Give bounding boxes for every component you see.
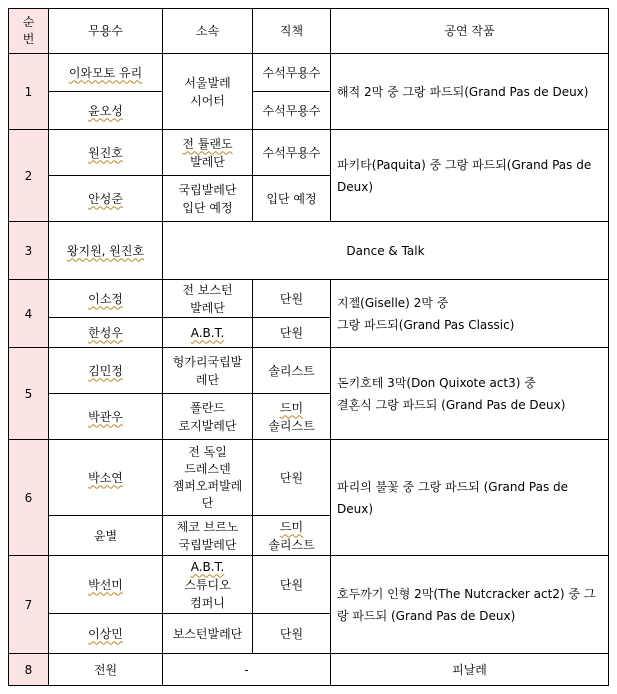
position-cell: 수석무용수 (253, 92, 331, 130)
position-cell: 솔리스트 (253, 348, 331, 394)
company-cell: 폴란드 로지발레단 (163, 394, 253, 440)
work-cell: 파리의 불꽃 중 그랑 파드되 (Grand Pas de Deux) (331, 440, 609, 556)
table-row (9, 222, 609, 280)
company-cell: 전 튤랜도 발레단 (163, 130, 253, 176)
table-row (9, 556, 609, 614)
work-cell: 지젤(Giselle) 2막 중 그랑 파드되(Grand Pas Classic) (331, 280, 609, 348)
table-row (9, 130, 609, 176)
header-order: 순 번 (9, 9, 49, 54)
header-position: 직책 (253, 9, 331, 54)
position-cell: 드미 솔리스트 (253, 394, 331, 440)
position-cell: 단원 (253, 280, 331, 318)
table-row (9, 54, 609, 92)
work-cell: 피날레 (331, 654, 609, 686)
performance-table (8, 8, 609, 686)
dancer-name: 전원 (49, 654, 163, 686)
dancer-name: 왕지원, 원진호 (49, 222, 163, 280)
company-cell: 보스턴발레단 (163, 614, 253, 654)
position-cell: 수석무용수 (253, 54, 331, 92)
dancer-name: 이소정 (49, 280, 163, 318)
company-cell: - (163, 654, 331, 686)
position-cell: 단원 (253, 556, 331, 614)
header-company: 소속 (163, 9, 253, 54)
dancer-name: 이상민 (49, 614, 163, 654)
order-number: 7 (9, 556, 49, 654)
dancer-name: 박관우 (49, 394, 163, 440)
order-number: 4 (9, 280, 49, 348)
company-cell: A.B.T. (163, 318, 253, 348)
table-row (9, 348, 609, 394)
order-number: 6 (9, 440, 49, 556)
position-cell: 입단 예정 (253, 176, 331, 222)
work-cell: 파키타(Paquita) 중 그랑 파드되(Grand Pas de Deux) (331, 130, 609, 222)
order-number: 5 (9, 348, 49, 440)
order-number: 8 (9, 654, 49, 686)
company-cell: 국립발레단 입단 예정 (163, 176, 253, 222)
table-row (9, 440, 609, 516)
position-cell: 드미 솔리스트 (253, 516, 331, 556)
header-row (9, 9, 609, 54)
dancer-name: 윤별 (49, 516, 163, 556)
position-cell: 단원 (253, 614, 331, 654)
order-number: 3 (9, 222, 49, 280)
order-number: 1 (9, 54, 49, 130)
work-cell: 해적 2막 중 그랑 파드되(Grand Pas de Deux) (331, 54, 609, 130)
dancer-name: 김민정 (49, 348, 163, 394)
dancer-name: 이와모토 유리 (49, 54, 163, 92)
position-cell: 수석무용수 (253, 130, 331, 176)
dancer-name: 박선미 (49, 556, 163, 614)
dancer-name: 박소연 (49, 440, 163, 516)
dancer-name: 윤오성 (49, 92, 163, 130)
work-cell: 돈키호테 3막(Don Quixote act3) 중 결혼식 그랑 파드되 (Grand Pas de Deux) (331, 348, 609, 440)
company-cell: 헝가리국립발 레단 (163, 348, 253, 394)
work-cell: 호두까기 인형 2막(The Nutcracker act2) 중 그랑 파드되 (Grand Pas de Deux) (331, 556, 609, 654)
performance-table-sheet (8, 8, 608, 686)
position-cell: 단원 (253, 440, 331, 516)
table-row (9, 654, 609, 686)
company-cell: 전 보스턴 발레단 (163, 280, 253, 318)
company-cell: A.B.T. 스튜디오 컴퍼니 (163, 556, 253, 614)
table-row (9, 280, 609, 318)
dancer-name: 원진호 (49, 130, 163, 176)
company-cell: 체코 브르노 국립발레단 (163, 516, 253, 556)
header-dancer: 무용수 (49, 9, 163, 54)
company-cell: 전 독일 드레스덴 젬퍼오퍼발레 단 (163, 440, 253, 516)
order-number: 2 (9, 130, 49, 222)
position-cell: 단원 (253, 318, 331, 348)
header-work: 공연 작품 (331, 9, 609, 54)
dancer-name: 한성우 (49, 318, 163, 348)
work-cell: Dance & Talk (163, 222, 609, 280)
dancer-name: 안성준 (49, 176, 163, 222)
company-cell: 서울발레 시어터 (163, 54, 253, 130)
